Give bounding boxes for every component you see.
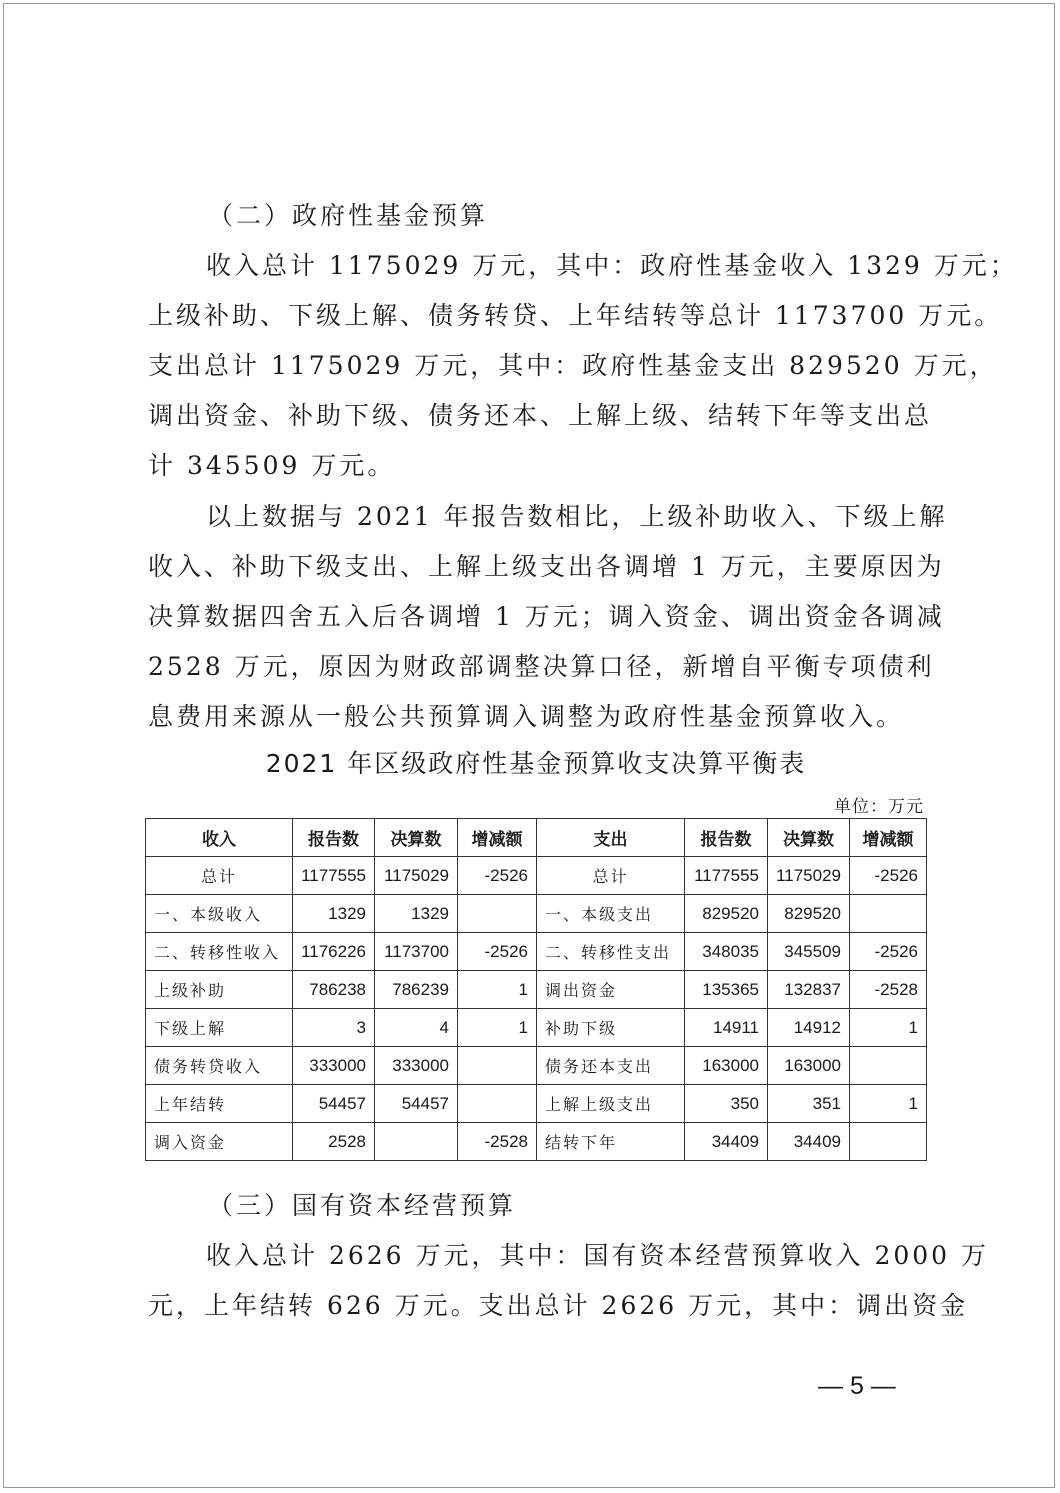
income-item: 上年结转 (146, 1085, 293, 1123)
table-row (146, 857, 927, 895)
section3-line-1: 收入总计 2626 万元，其中：国有资本经营预算收入 2000 万 (206, 1241, 990, 1270)
income-reported: 1329 (293, 895, 375, 933)
table-row (146, 1047, 927, 1085)
section2-para2-line-1: 以上数据与 2021 年报告数相比，上级补助收入、下级上解 (206, 502, 948, 531)
header-income: 收入 (146, 819, 293, 857)
income-item: 调入资金 (146, 1123, 293, 1161)
expense-change (850, 1123, 927, 1161)
income-reported: 54457 (293, 1085, 375, 1123)
expense-reported: 135365 (685, 971, 768, 1009)
expense-reported: 163000 (685, 1047, 768, 1085)
expense-change: -2526 (850, 933, 927, 971)
income-final: 1175029 (375, 857, 458, 895)
income-reported: 3 (293, 1009, 375, 1047)
income-final: 333000 (375, 1047, 458, 1085)
expense-change: 1 (850, 1085, 927, 1123)
expense-item: 总计 (537, 857, 685, 895)
expense-reported: 1177555 (685, 857, 768, 895)
expense-change: -2526 (850, 857, 927, 895)
income-final: 1329 (375, 895, 458, 933)
section2-line-5: 计 345509 万元。 (148, 451, 396, 480)
expense-change: -2528 (850, 971, 927, 1009)
income-final: 54457 (375, 1085, 458, 1123)
income-item: 总计 (146, 857, 293, 895)
section2-line-4: 调出资金、补助下级、债务还本、上解上级、结转下年等支出总 (148, 401, 933, 430)
income-change: -2526 (458, 933, 537, 971)
expense-final: 829520 (768, 895, 850, 933)
expense-reported: 34409 (685, 1123, 768, 1161)
table-row (146, 1009, 927, 1047)
income-item: 下级上解 (146, 1009, 293, 1047)
expense-final: 14912 (768, 1009, 850, 1047)
expense-reported: 348035 (685, 933, 768, 971)
table-row (146, 1085, 927, 1123)
income-final: 1173700 (375, 933, 458, 971)
income-change (458, 1047, 537, 1085)
budget-table (145, 818, 927, 1161)
income-change: -2526 (458, 857, 537, 895)
expense-item: 结转下年 (537, 1123, 685, 1161)
expense-final: 351 (768, 1085, 850, 1123)
expense-reported: 14911 (685, 1009, 768, 1047)
table-row (146, 1123, 927, 1161)
expense-item: 二、转移性支出 (537, 933, 685, 971)
income-item: 二、转移性收入 (146, 933, 293, 971)
expense-item: 一、本级支出 (537, 895, 685, 933)
page-number: — 5 — (818, 1372, 896, 1400)
income-change: -2528 (458, 1123, 537, 1161)
section2-line-2: 上级补助、下级上解、债务转贷、上年结转等总计 1173700 万元。 (148, 301, 1003, 330)
section2-line-3: 支出总计 1175029 万元，其中：政府性基金支出 829520 万元， (148, 351, 998, 380)
section2-line-1: 收入总计 1175029 万元，其中：政府性基金收入 1329 万元； (206, 251, 1018, 280)
income-reported: 786238 (293, 971, 375, 1009)
table-row (146, 933, 927, 971)
income-change (458, 1085, 537, 1123)
section3-line-2: 元，上年结转 626 万元。支出总计 2626 万元，其中：调出资金 (148, 1291, 969, 1320)
expense-reported: 350 (685, 1085, 768, 1123)
expense-change: 1 (850, 1009, 927, 1047)
expense-final: 132837 (768, 971, 850, 1009)
expense-item: 上解上级支出 (537, 1085, 685, 1123)
income-change (458, 895, 537, 933)
header-income-reported: 报告数 (293, 819, 375, 857)
income-change: 1 (458, 971, 537, 1009)
income-reported: 2528 (293, 1123, 375, 1161)
section2-para2-line-3: 决算数据四舍五入后各调增 1 万元；调入资金、调出资金各调减 (148, 602, 945, 631)
section2-para2-line-2: 收入、补助下级支出、上解上级支出各调增 1 万元，主要原因为 (148, 552, 945, 581)
expense-item: 补助下级 (537, 1009, 685, 1047)
section2-para2-line-5: 息费用来源从一般公共预算调入调整为政府性基金预算收入。 (148, 702, 905, 731)
expense-final: 1175029 (768, 857, 850, 895)
expense-final: 345509 (768, 933, 850, 971)
income-final: 786239 (375, 971, 458, 1009)
table-row (146, 971, 927, 1009)
income-item: 一、本级收入 (146, 895, 293, 933)
income-item: 债务转贷收入 (146, 1047, 293, 1085)
expense-item: 债务还本支出 (537, 1047, 685, 1085)
income-reported: 333000 (293, 1047, 375, 1085)
expense-change (850, 1047, 927, 1085)
table-header-row (146, 819, 927, 857)
header-expense-final: 决算数 (768, 819, 850, 857)
expense-change (850, 895, 927, 933)
table-title: 2021 年区级政府性基金预算收支决算平衡表 (265, 749, 807, 778)
expense-reported: 829520 (685, 895, 768, 933)
section3-heading: （三）国有资本经营预算 (208, 1191, 517, 1220)
header-expense-reported: 报告数 (685, 819, 768, 857)
table-unit: 单位：万元 (834, 797, 924, 817)
header-expense: 支出 (537, 819, 685, 857)
expense-final: 163000 (768, 1047, 850, 1085)
table-row (146, 895, 927, 933)
header-expense-change: 增减额 (850, 819, 927, 857)
section2-para2-line-4: 2528 万元，原因为财政部调整决算口径，新增自平衡专项债利 (148, 652, 935, 681)
income-final (375, 1123, 458, 1161)
header-income-final: 决算数 (375, 819, 458, 857)
expense-final: 34409 (768, 1123, 850, 1161)
income-final: 4 (375, 1009, 458, 1047)
income-reported: 1176226 (293, 933, 375, 971)
expense-item: 调出资金 (537, 971, 685, 1009)
income-change: 1 (458, 1009, 537, 1047)
header-income-change: 增减额 (458, 819, 537, 857)
income-reported: 1177555 (293, 857, 375, 895)
income-item: 上级补助 (146, 971, 293, 1009)
section2-heading: （二）政府性基金预算 (208, 201, 489, 230)
